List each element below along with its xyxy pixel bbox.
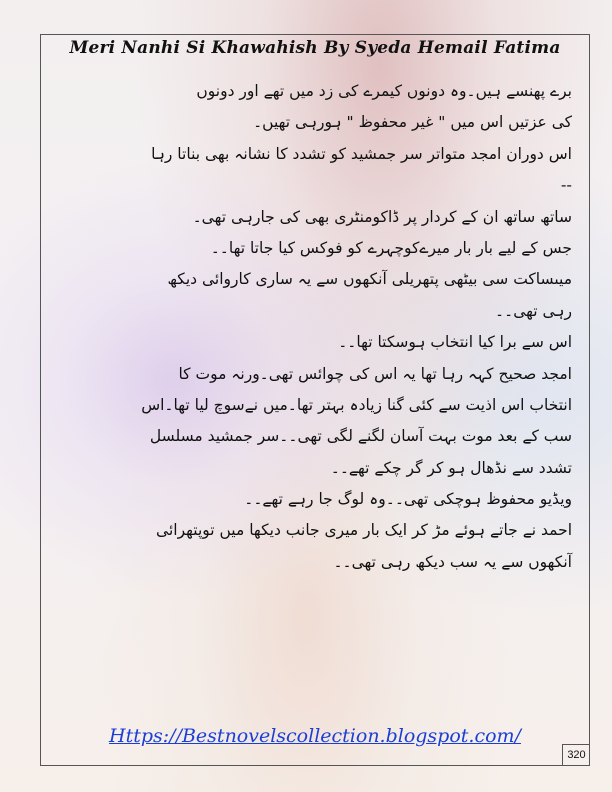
page-number: 320 (562, 744, 590, 766)
page-title: Meri Nanhi Si Khawahish By Syeda Hemail Fatima (69, 38, 561, 58)
text-line: اس دوران امجد متواتر سر جمشید کو تشدد کا نشانہ بھی بناتا رہا (151, 144, 572, 163)
text-line: -- (560, 176, 572, 195)
text-line: ویڈیو محفوظ ہوچکی تھی۔۔وہ لوگ جا رہے تھے۔۔ (244, 490, 572, 509)
text-line: برے پھنسے ہیں۔وہ دونوں کیمرے کی زد میں تھے اور دونوں (196, 82, 572, 100)
text-line: تشدد سے نڈھال ہو کر گر چکے تھے۔۔ (330, 458, 572, 477)
blog-link[interactable]: Https://Bestnovelscollection.blogspot.com/ (109, 725, 521, 747)
text-line: کی عزتیں اس میں " غیر محفوظ " ہورہی تھیں۔ (253, 113, 572, 132)
text-line: اس سے برا کیا انتخاب ہوسکتا تھا۔۔ (338, 333, 572, 352)
text-line: احمد نے جاتے ہوئے مڑ کر ایک بار میری جانب دیکھا میں توپتھرائی (156, 521, 572, 540)
text-line: ساتھ ساتھ ان کے کردار پر ڈاکومنٹری بھی کی جارہی تھی۔ (192, 207, 572, 226)
text-line: انتخاب اس اذیت سے کئی گنا زیادہ بہتر تھا۔میں نےسوچ لیا تھا۔اس (141, 395, 572, 414)
text-line: میںساکت سی بیٹھی پتھریلی آنکھوں سے یہ ساری کاروائی دیکھ (167, 270, 572, 289)
text-line: سب کے بعد موت بہت آسان لگنے لگی تھی۔۔سر جمشید مسلسل (149, 427, 572, 446)
text-line: جس کے لیے بار بار میرےکوچہرے کو فوکس کیا جاتا تھا۔۔ (210, 238, 572, 257)
text-line: امجد صحیح کہہ رہا تھا یہ اس کی چوائس تھی۔ورنہ موت کا (178, 364, 572, 383)
text-line: رہی تھی۔۔ (495, 301, 572, 320)
text-line: آنکھوں سے یہ سب دیکھ رہی تھی۔۔ (333, 552, 572, 571)
body-text (60, 76, 572, 578)
